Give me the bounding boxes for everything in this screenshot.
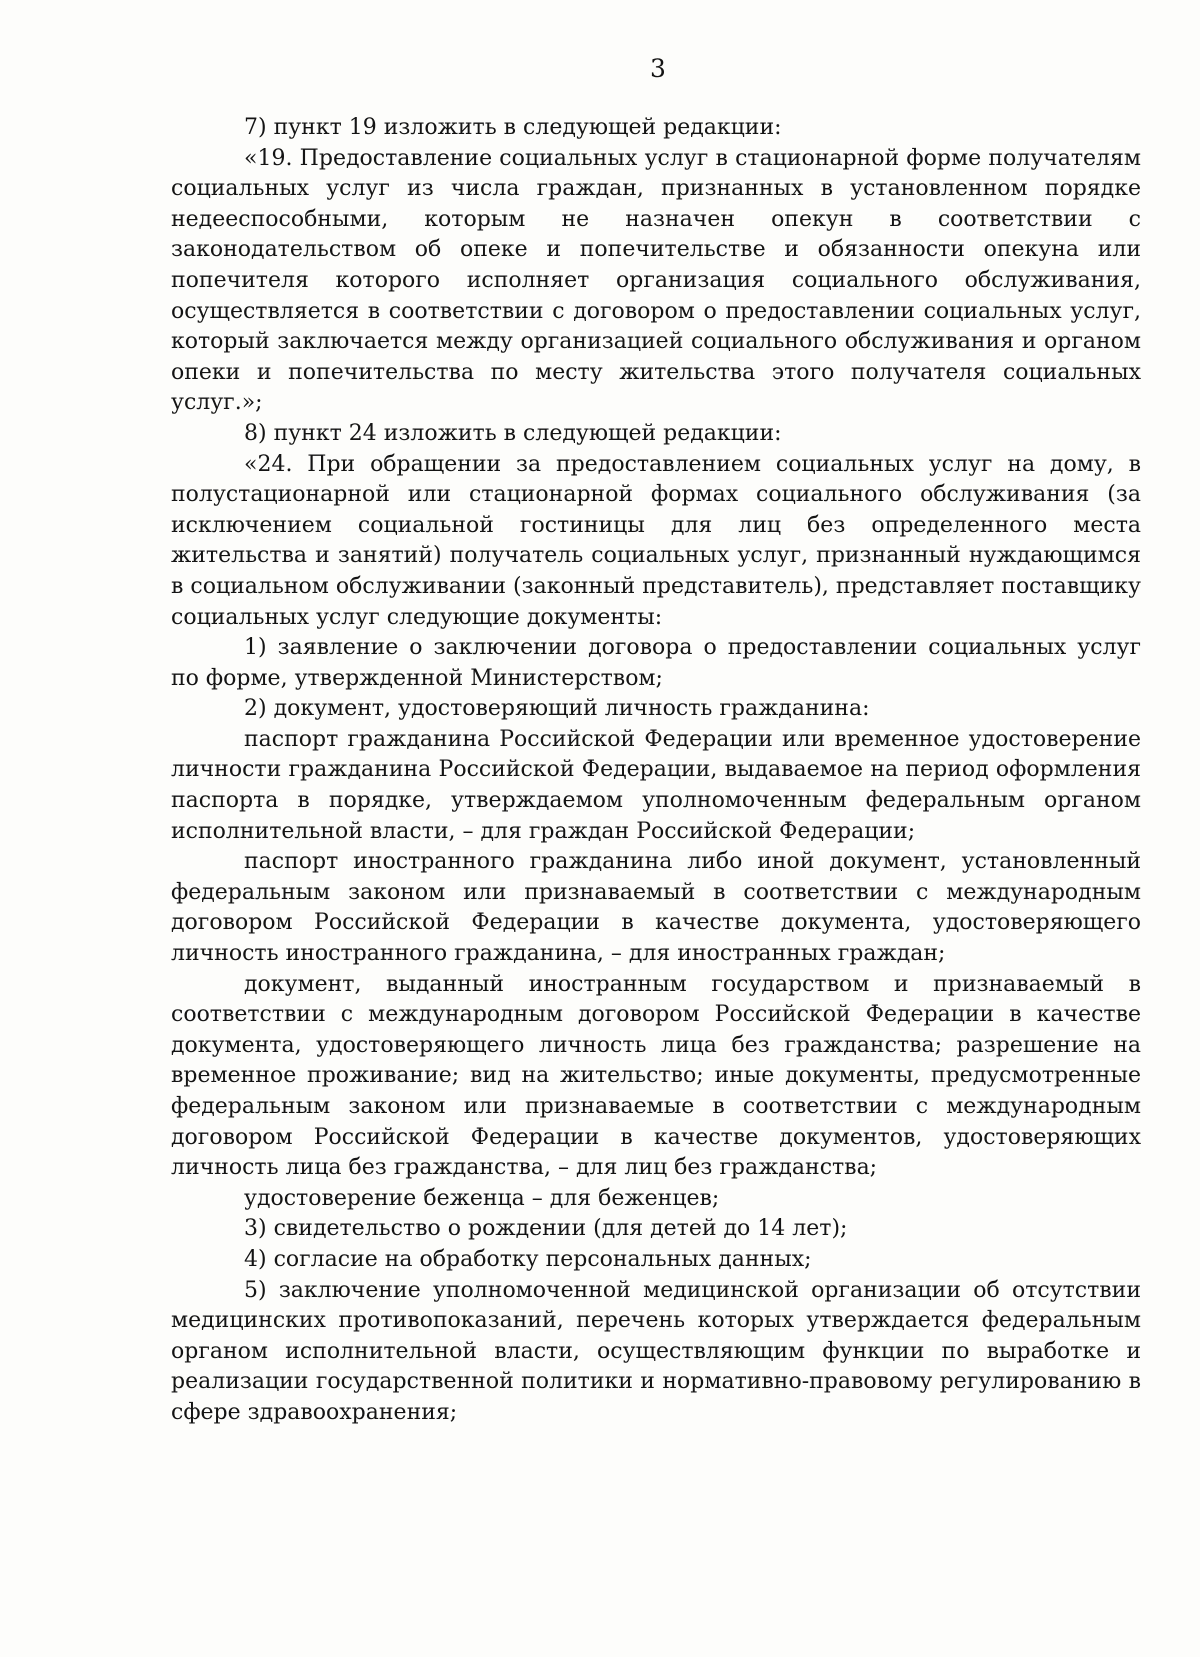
paragraph-doc-4: 4) согласие на обработку персональных данных; [244, 1246, 812, 1272]
paragraph-item-8: 8) пункт 24 изложить в следующей редакции: [244, 420, 782, 446]
paragraph-stateless-doc: документ, выданный иностранным государством и признаваемый в соответствии с международным договором Российской Федерации в качестве документа, удостоверяющего личность лица без гражданства; разрешение на временное проживание; вид на жительство; иные документы, предусмотренные федеральным законом или признаваемые в соответствии с международным договором Российской Федерации в качестве документов, удостоверяющих личность лица без гражданства, – для лиц без гражданства; [171, 971, 1141, 1181]
paragraph-refugee: удостоверение беженца – для беженцев; [244, 1185, 720, 1211]
paragraph-passport-rf: паспорт гражданина Российской Федерации или временное удостоверение личности гражданина Российской Федерации, выдаваемое на период оформления паспорта в порядке, утверждаемом уполномоченным федеральным органом исполнительной власти, – для граждан Российской Федерации; [171, 726, 1141, 844]
paragraph-doc-5: 5) заключение уполномоченной медицинской организации об отсутствии медицинских противопоказаний, перечень которых утверждается федеральным органом исполнительной власти, осуществляющим функции по выработке и реализации государственной политики и нормативно-правовому регулированию в сфере здравоохранения; [171, 1277, 1141, 1425]
paragraph-clause-19: «19. Предоставление социальных услуг в стационарной форме получателям социальных услуг из числа граждан, признанных в установленном порядке недееспособными, которым не назначен опекун в соответствии с законодательством об опеке и попечительстве и обязанности опекуна или попечителя которого исполняет организация социального обслуживания, осуществляется в соответствии с договором о предоставлении социальных услуг, который заключается между организацией социального обслуживания и органом опеки и попечительства по месту жительства этого получателя социальных услуг.»; [171, 145, 1141, 416]
paragraph-doc-1: 1) заявление о заключении договора о предоставлении социальных услуг по форме, утвержденной Министерством; [171, 635, 1141, 691]
paragraph-passport-foreign: паспорт иностранного гражданина либо иной документ, установленный федеральным законом или признаваемый в соответствии с международным договором Российской Федерации в качестве документа, удостоверяющего личность иностранного гражданина, – для иностранных граждан; [171, 849, 1141, 967]
document-body [171, 113, 1141, 1429]
paragraph-item-7: 7) пункт 19 изложить в следующей редакции: [244, 115, 782, 140]
page-number: 3 [650, 54, 666, 83]
paragraph-doc-2: 2) документ, удостоверяющий личность гражданина: [244, 696, 870, 722]
paragraph-clause-24: «24. При обращении за предоставлением социальных услуг на дому, в полустационарной или стационарной формах социального обслуживания (за исключением социальной гостиницы для лиц без определенного места жительства и занятий) получатель социальных услуг, признанный нуждающимся в социальном обслуживании (законный представитель), представляет поставщику социальных услуг следующие документы: [171, 451, 1141, 630]
paragraph-doc-3: 3) свидетельство о рождении (для детей до 14 лет); [244, 1216, 848, 1242]
